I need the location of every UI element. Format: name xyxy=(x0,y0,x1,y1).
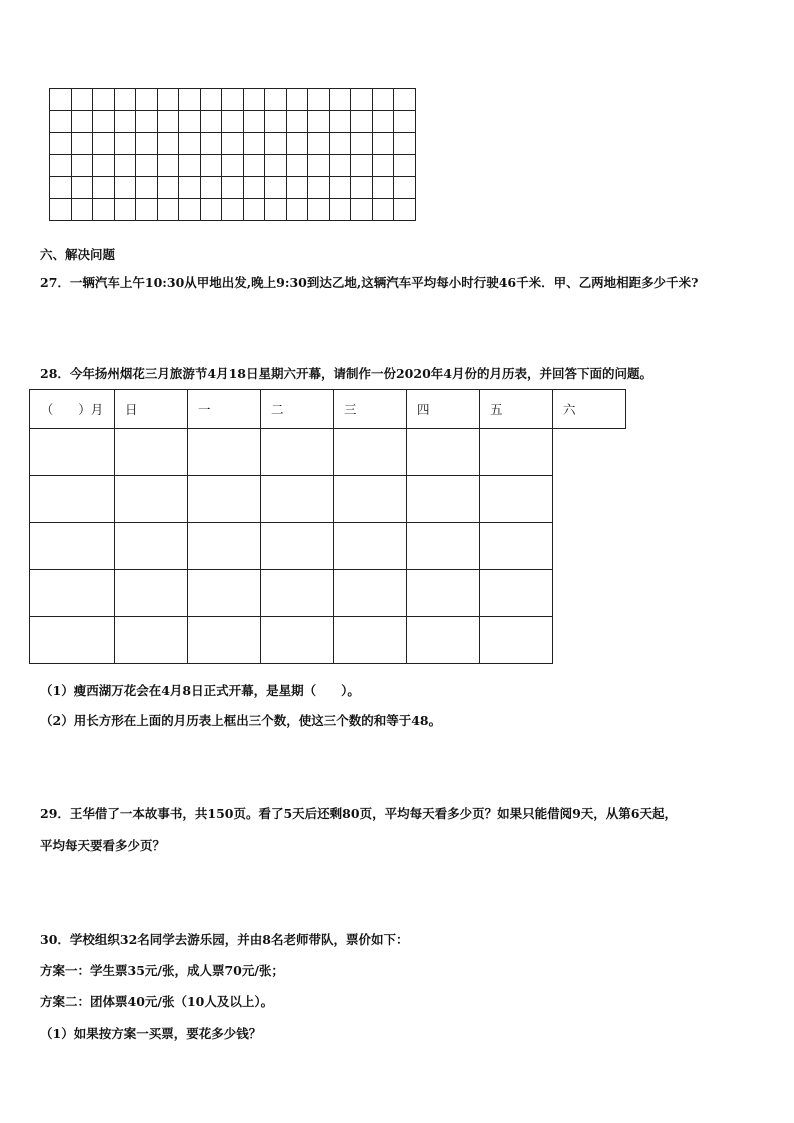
grid-cell xyxy=(394,155,416,177)
grid-cell xyxy=(93,199,115,221)
grid-cell xyxy=(114,155,136,177)
calendar-day-cell xyxy=(115,476,188,523)
grid-cell xyxy=(372,111,394,133)
grid-cell xyxy=(200,133,222,155)
calendar-day-cell xyxy=(261,476,334,523)
question-30-sub1: （1）如果按方案一买票，要花多少钱？ xyxy=(40,1026,262,1041)
grid-cell xyxy=(222,111,244,133)
grid-cell xyxy=(265,111,287,133)
grid-cell xyxy=(50,111,72,133)
grid-cell xyxy=(157,89,179,111)
question-28-sub1: （1）瘦西湖万花会在4月8日正式开幕，是星期（ ）。 xyxy=(40,683,360,698)
grid-cell xyxy=(179,111,201,133)
grid-cell xyxy=(286,199,308,221)
grid-row xyxy=(50,89,416,111)
grid-cell xyxy=(243,89,265,111)
calendar-day-cell xyxy=(334,476,407,523)
calendar-day-cell xyxy=(188,617,261,664)
section-title: 六、解决问题 xyxy=(40,247,116,262)
grid-cell xyxy=(351,177,373,199)
calendar-week-row xyxy=(30,617,626,664)
weekday-header: 三 xyxy=(334,390,407,429)
grid-cell xyxy=(222,89,244,111)
grid-cell xyxy=(394,89,416,111)
grid-cell xyxy=(286,133,308,155)
weekday-header: 一 xyxy=(188,390,261,429)
calendar-day-cell xyxy=(261,617,334,664)
grid-cell xyxy=(179,199,201,221)
grid-cell xyxy=(265,89,287,111)
grid-cell xyxy=(136,133,158,155)
grid-cell xyxy=(200,111,222,133)
calendar-week-row xyxy=(30,523,626,570)
grid-cell xyxy=(200,155,222,177)
grid-cell xyxy=(351,199,373,221)
calendar-day-cell xyxy=(407,476,480,523)
calendar-table xyxy=(29,389,626,664)
grid-cell xyxy=(372,177,394,199)
calendar-day-cell xyxy=(480,523,553,570)
grid-cell xyxy=(351,133,373,155)
grid-row xyxy=(50,199,416,221)
calendar-day-cell xyxy=(480,476,553,523)
calendar-day-cell xyxy=(407,570,480,617)
grid-cell xyxy=(286,89,308,111)
calendar-day-cell xyxy=(407,523,480,570)
grid-cell xyxy=(243,199,265,221)
grid-cell xyxy=(179,155,201,177)
grid-cell xyxy=(136,89,158,111)
grid-cell xyxy=(136,199,158,221)
grid-cell xyxy=(243,177,265,199)
calendar-header-row xyxy=(30,390,626,429)
grid-cell xyxy=(136,155,158,177)
practice-grid-table xyxy=(49,88,416,221)
grid-cell xyxy=(114,199,136,221)
grid-row xyxy=(50,111,416,133)
grid-cell xyxy=(157,155,179,177)
grid-cell xyxy=(222,133,244,155)
grid-cell xyxy=(351,89,373,111)
grid-cell xyxy=(157,133,179,155)
question-30-plan2: 方案二：团体票40元/张（10人及以上）。 xyxy=(40,994,274,1009)
grid-cell xyxy=(308,133,330,155)
grid-cell xyxy=(394,111,416,133)
grid-row xyxy=(50,133,416,155)
grid-cell xyxy=(114,111,136,133)
grid-cell xyxy=(200,89,222,111)
grid-cell xyxy=(222,155,244,177)
grid-cell xyxy=(93,133,115,155)
grid-cell xyxy=(308,89,330,111)
grid-cell xyxy=(243,155,265,177)
weekday-header: 二 xyxy=(261,390,334,429)
grid-cell xyxy=(394,199,416,221)
grid-cell xyxy=(329,155,351,177)
grid-cell xyxy=(308,177,330,199)
calendar-week-row xyxy=(30,570,626,617)
question-28: 28．今年扬州烟花三月旅游节4月18日星期六开幕，请制作一份2020年4月份的月历表，并回答下面的问题。 xyxy=(40,366,652,381)
grid-cell xyxy=(329,177,351,199)
grid-cell xyxy=(71,155,93,177)
grid-cell xyxy=(265,133,287,155)
grid-cell xyxy=(93,89,115,111)
grid-cell xyxy=(157,111,179,133)
grid-cell xyxy=(308,199,330,221)
grid-cell xyxy=(179,89,201,111)
calendar-day-cell xyxy=(115,429,188,476)
calendar-day-cell xyxy=(407,429,480,476)
grid-cell xyxy=(372,133,394,155)
calendar-day-cell xyxy=(188,570,261,617)
grid-cell xyxy=(351,155,373,177)
grid-cell xyxy=(200,199,222,221)
calendar-day-cell xyxy=(480,617,553,664)
calendar-day-cell xyxy=(30,570,115,617)
calendar-week-row xyxy=(30,429,626,476)
calendar-day-cell xyxy=(188,429,261,476)
grid-cell xyxy=(372,199,394,221)
grid-cell xyxy=(329,199,351,221)
weekday-header: 六 xyxy=(553,390,626,429)
calendar-day-cell xyxy=(334,617,407,664)
grid-cell xyxy=(50,155,72,177)
grid-cell xyxy=(308,155,330,177)
grid-cell xyxy=(265,155,287,177)
calendar-day-cell xyxy=(334,429,407,476)
calendar-day-cell xyxy=(188,476,261,523)
calendar-day-cell xyxy=(334,523,407,570)
grid-cell xyxy=(308,111,330,133)
question-30-plan1: 方案一：学生票35元/张，成人票70元/张； xyxy=(40,963,284,978)
grid-cell xyxy=(50,89,72,111)
grid-cell xyxy=(243,111,265,133)
grid-cell xyxy=(71,89,93,111)
grid-cell xyxy=(179,133,201,155)
question-29-line2: 平均每天要看多少页？ xyxy=(40,838,166,853)
calendar-week-row xyxy=(30,476,626,523)
grid-cell xyxy=(243,133,265,155)
grid-cell xyxy=(265,199,287,221)
grid-cell xyxy=(329,133,351,155)
calendar-day-cell xyxy=(30,476,115,523)
grid-cell xyxy=(286,155,308,177)
calendar-day-cell xyxy=(188,523,261,570)
grid-cell xyxy=(329,111,351,133)
calendar-day-cell xyxy=(261,523,334,570)
calendar-day-cell xyxy=(407,617,480,664)
question-27: 27．一辆汽车上午10:30从甲地出发,晚上9:30到达乙地,这辆汽车平均每小时行驶46千米．甲、乙两地相距多少千米? xyxy=(40,275,699,290)
question-28-sub2: （2）用长方形在上面的月历表上框出三个数，使这三个数的和等于48。 xyxy=(40,713,442,728)
grid-cell xyxy=(179,177,201,199)
calendar-month-label: （ ）月 xyxy=(30,390,115,429)
grid-cell xyxy=(157,199,179,221)
grid-cell xyxy=(114,177,136,199)
grid-cell xyxy=(50,177,72,199)
calendar-day-cell xyxy=(480,429,553,476)
grid-cell xyxy=(394,133,416,155)
grid-cell xyxy=(50,133,72,155)
grid-cell xyxy=(286,111,308,133)
calendar-day-cell xyxy=(480,570,553,617)
grid-cell xyxy=(114,89,136,111)
grid-cell xyxy=(222,177,244,199)
grid-cell xyxy=(93,111,115,133)
grid-cell xyxy=(114,133,136,155)
calendar-day-cell xyxy=(261,570,334,617)
calendar-day-cell xyxy=(30,617,115,664)
grid-row xyxy=(50,155,416,177)
practice-grid xyxy=(49,88,416,221)
grid-cell xyxy=(222,199,244,221)
question-29-line1: 29．王华借了一本故事书，共150页。看了5天后还剩80页，平均每天看多少页？如果只能借阅9天，从第6天起， xyxy=(40,806,677,821)
calendar-day-cell xyxy=(30,523,115,570)
grid-cell xyxy=(71,177,93,199)
weekday-header: 日 xyxy=(115,390,188,429)
weekday-header: 四 xyxy=(407,390,480,429)
calendar-day-cell xyxy=(115,523,188,570)
grid-cell xyxy=(394,177,416,199)
grid-cell xyxy=(50,199,72,221)
weekday-header: 五 xyxy=(480,390,553,429)
calendar-day-cell xyxy=(334,570,407,617)
grid-row xyxy=(50,177,416,199)
calendar-day-cell xyxy=(115,617,188,664)
grid-cell xyxy=(157,177,179,199)
grid-cell xyxy=(136,177,158,199)
calendar-day-cell xyxy=(30,429,115,476)
grid-cell xyxy=(71,111,93,133)
calendar-day-cell xyxy=(115,570,188,617)
grid-cell xyxy=(93,177,115,199)
grid-cell xyxy=(71,199,93,221)
grid-cell xyxy=(286,177,308,199)
grid-cell xyxy=(93,155,115,177)
grid-cell xyxy=(372,155,394,177)
calendar-day-cell xyxy=(261,429,334,476)
grid-cell xyxy=(329,89,351,111)
grid-cell xyxy=(136,111,158,133)
grid-cell xyxy=(265,177,287,199)
question-30-line1: 30．学校组织32名同学去游乐园，并由8名老师带队，票价如下： xyxy=(40,932,409,947)
grid-cell xyxy=(372,89,394,111)
grid-cell xyxy=(200,177,222,199)
grid-cell xyxy=(351,111,373,133)
grid-cell xyxy=(71,133,93,155)
